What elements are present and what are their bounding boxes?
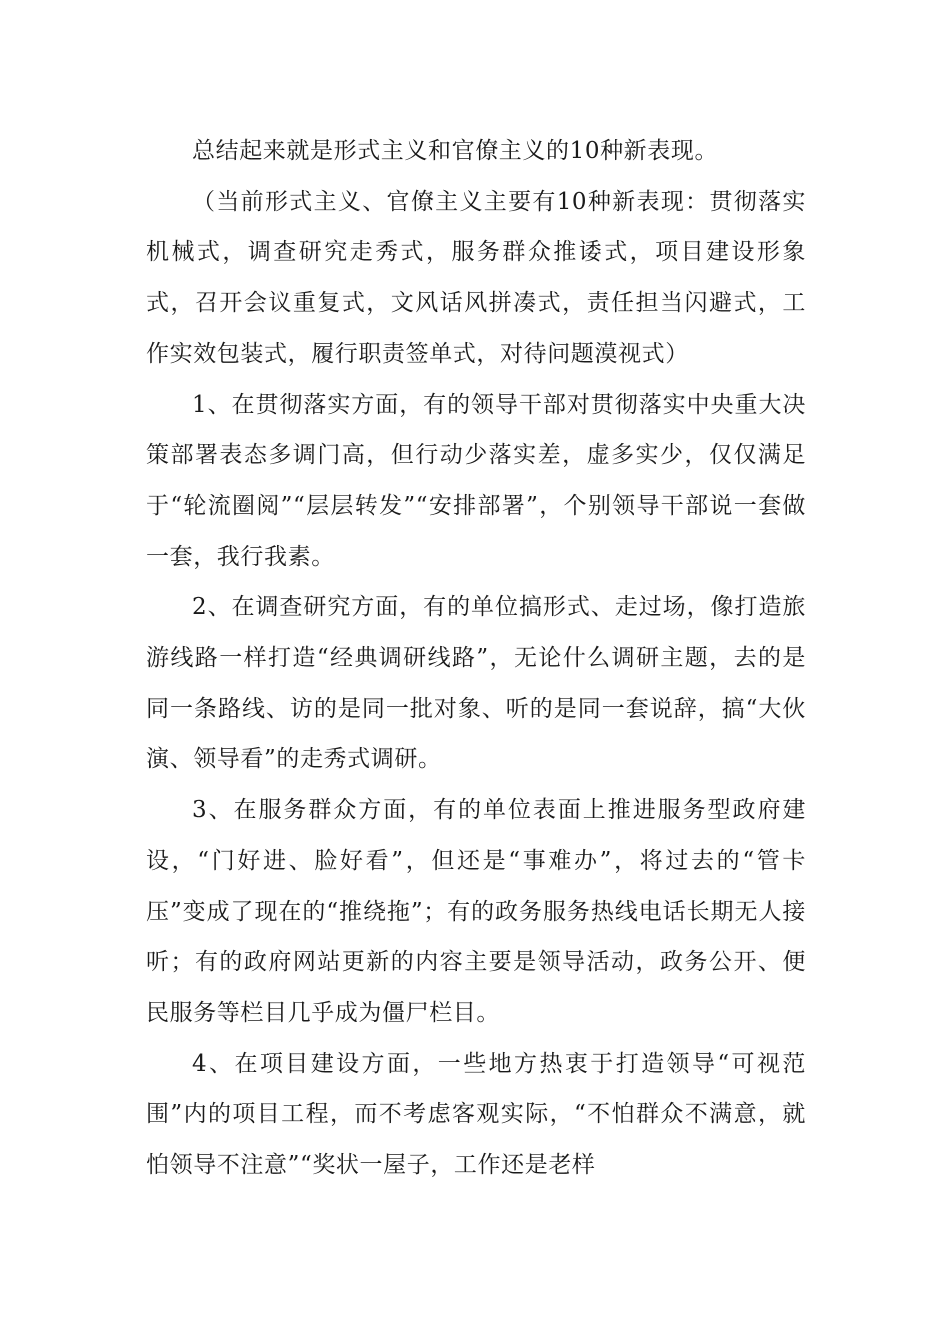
paragraph-serving-public: 3、在服务群众方面，有的单位表面上推进服务型政府建设，“门好进、脸好看”，但还是“事难办”，将过去的“管卡压”变成了现在的“推绕拖”；有的政务服务热线电话长期无人接听；有的政府网站更新的内容主要是领导活动，政务公开、便民服务等栏目几乎成为僵尸栏目。 <box>146 797 806 1026</box>
paragraph-project-construction: 4、在项目建设方面，一些地方热衷于打造领导“可视范围”内的项目工程，而不考虑客观实际，“不怕群众不满意，就怕领导不注意”“奖状一屋子，工作还是老样 <box>146 1050 806 1179</box>
paragraph-research: 2、在调查研究方面，有的单位搞形式、走过场，像打造旅游线路一样打造“经典调研线路”，无论什么调研主题，去的是同一条路线、访的是同一批对象、听的是同一套说辞，搞“大伙演、领导看”的走秀式调研。 <box>146 594 806 773</box>
document-body <box>146 126 806 1191</box>
paragraph-implementation: 1、在贯彻落实方面，有的领导干部对贯彻落实中央重大决策部署表态多调门高，但行动少落实差，虚多实少，仅仅满足于“轮流圈阅”“层层转发”“安排部署”，个别领导干部说一套做一套，我行我素。 <box>146 391 806 570</box>
paragraph-ten-manifestations: （当前形式主义、官僚主义主要有10种新表现：贯彻落实机械式，调查研究走秀式，服务群众推诿式，项目建设形象式，召开会议重复式，文风话风拼凑式，责任担当闪避式，工作实效包装式，履行职责签单式，对待问题漠视式） <box>146 188 806 367</box>
paragraph-summary: 总结起来就是形式主义和官僚主义的10种新表现。 <box>192 138 719 164</box>
